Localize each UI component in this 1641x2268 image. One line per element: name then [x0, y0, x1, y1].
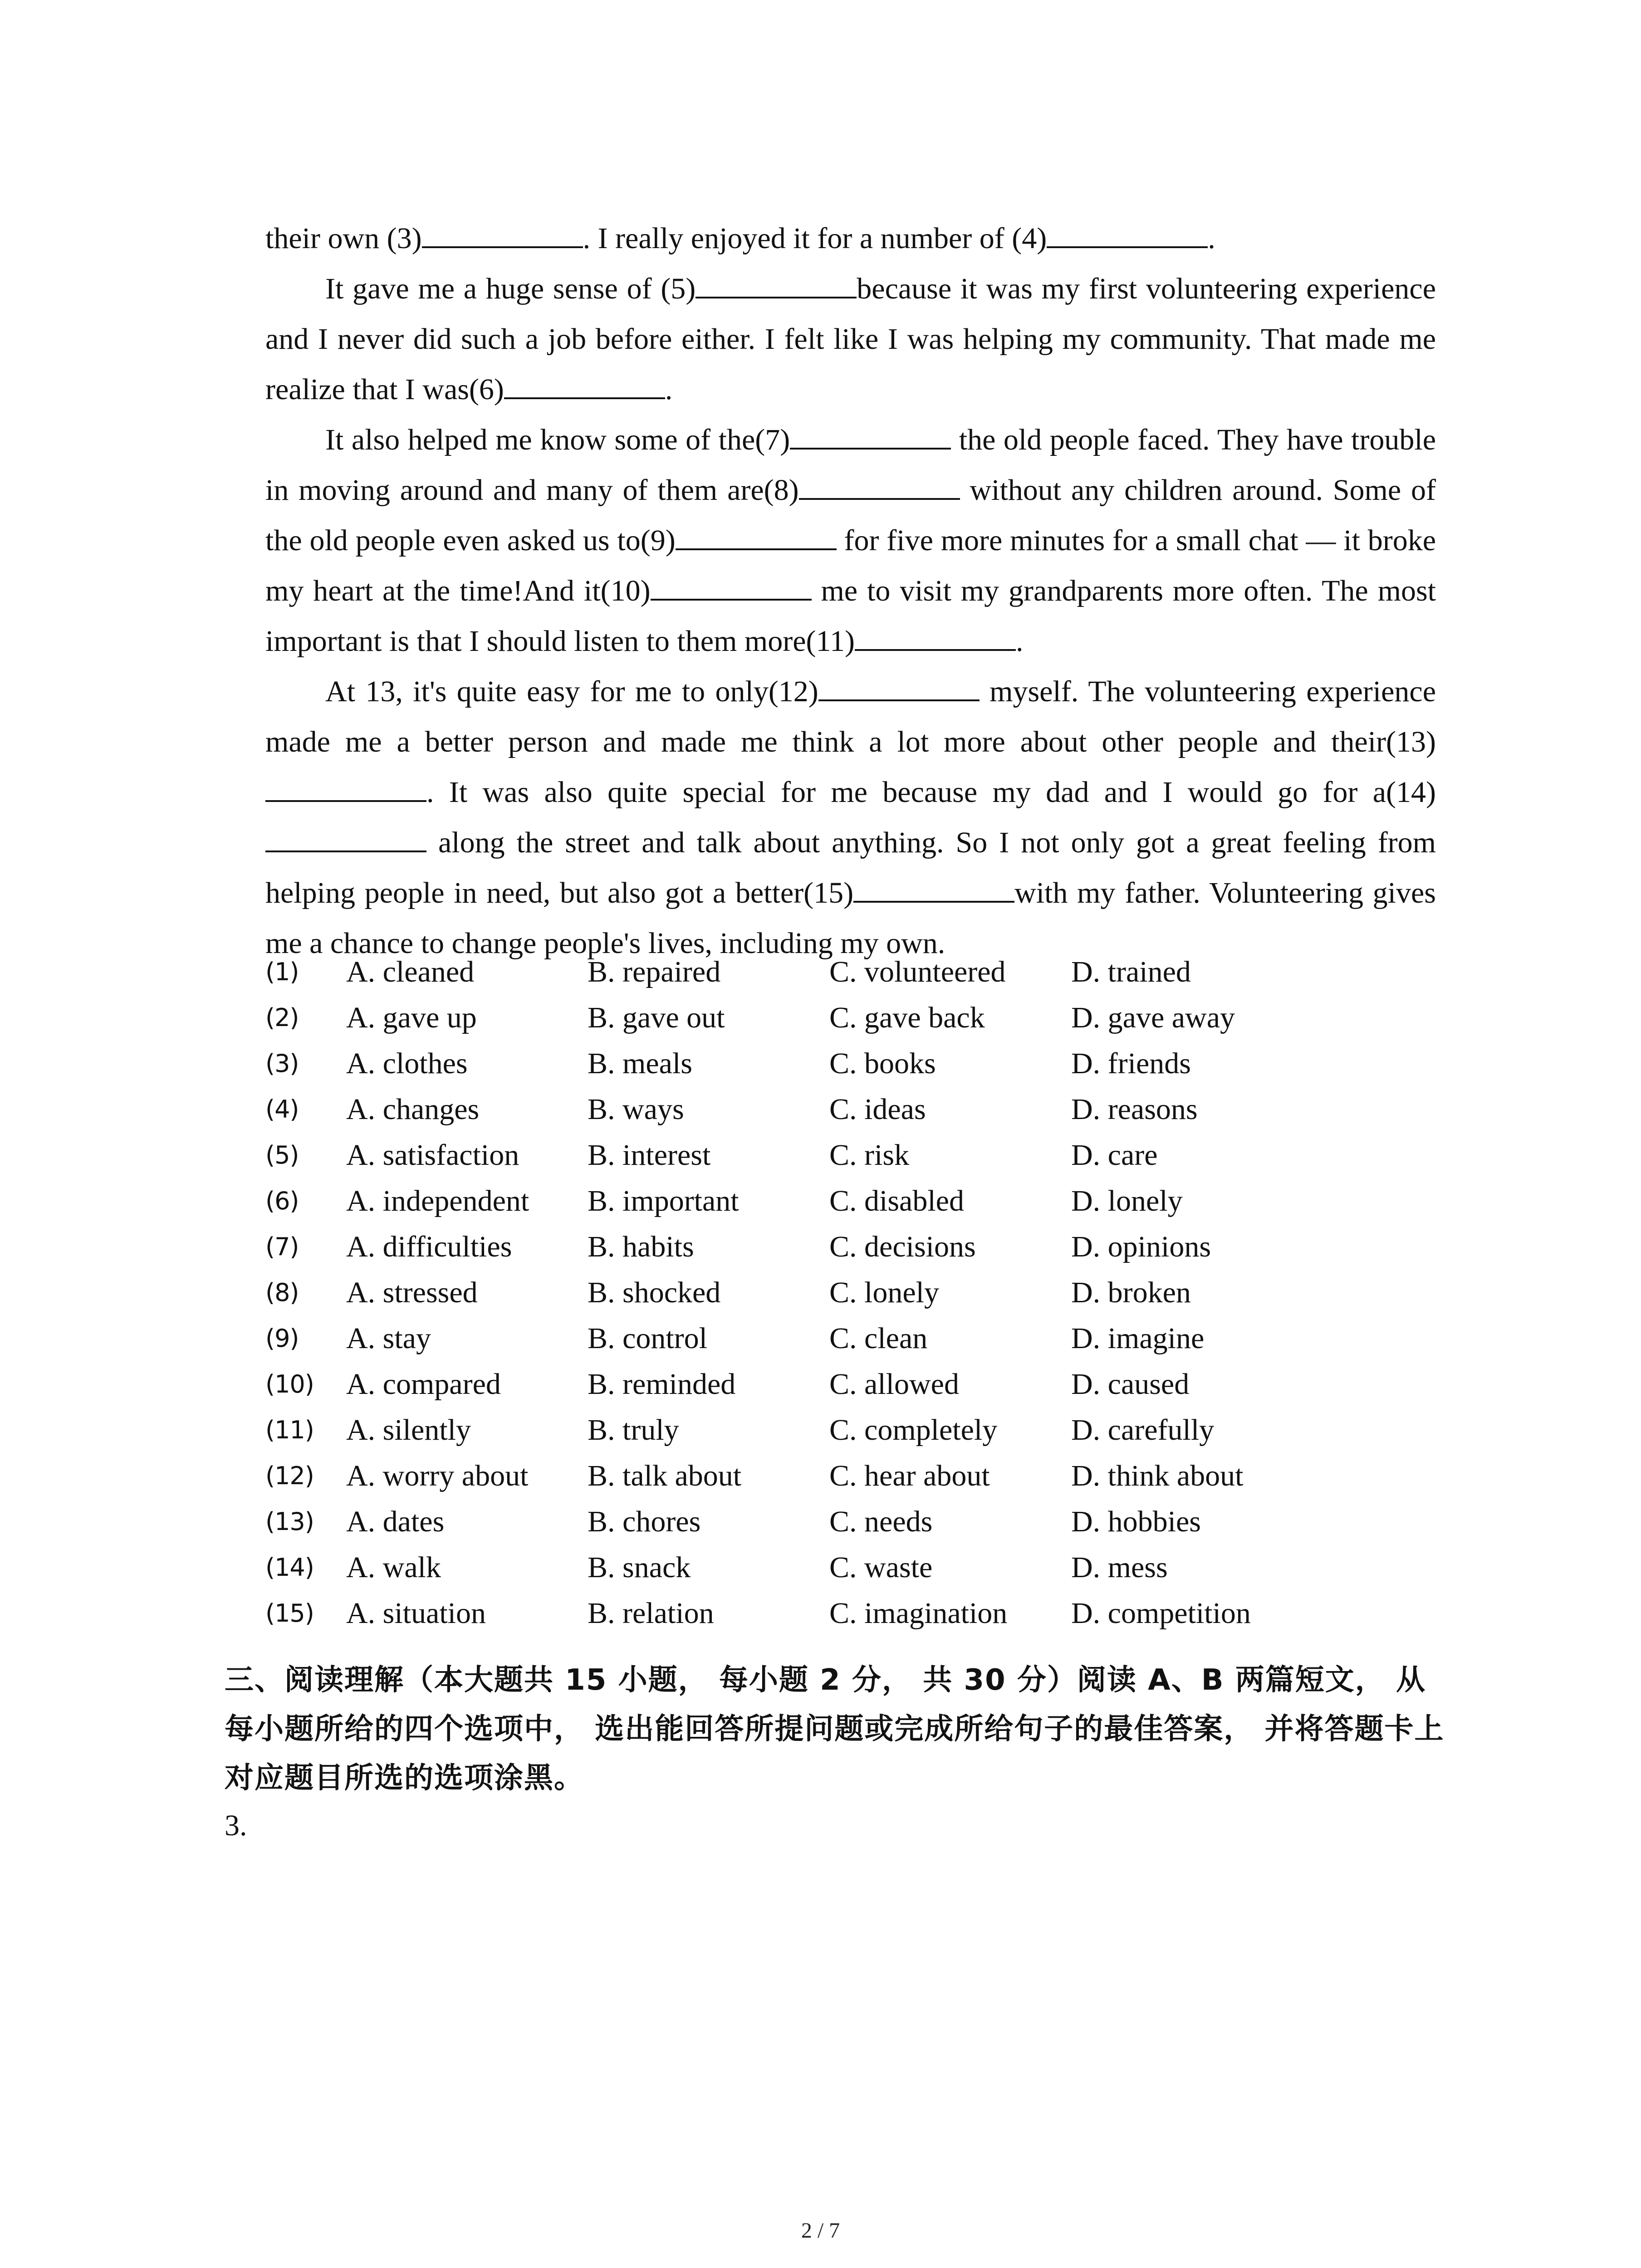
option-b: B. chores [588, 1505, 701, 1538]
answer-blank-8 [799, 471, 960, 500]
option-b: B. ways [588, 1093, 684, 1126]
option-d: D. opinions [1071, 1230, 1211, 1263]
option-b: B. reminded [588, 1368, 736, 1401]
option-b: B. meals [588, 1047, 692, 1080]
passage-paragraph-4 [265, 666, 1436, 968]
option-b: B. relation [588, 1597, 714, 1630]
answer-blank-13 [265, 773, 426, 802]
option-a: A. difficulties [346, 1230, 512, 1263]
passage-text: with my father. Volunteering gives me a chance to change people's lives, including my own. [265, 876, 1436, 960]
option-c: C. imagination [829, 1597, 1008, 1630]
passage-text: It gave me a huge sense of (5) [325, 272, 696, 305]
passage-text: without any children around. Some of the old people even asked us to(9) [265, 474, 1436, 557]
option-d: D. caused [1071, 1368, 1190, 1401]
option-row [265, 995, 1445, 1041]
answer-blank-11 [855, 622, 1016, 651]
option-d: D. friends [1071, 1047, 1191, 1080]
question-number: (3) [265, 1049, 299, 1078]
option-row [265, 1453, 1445, 1499]
question-number: (4) [265, 1095, 299, 1124]
option-c: C. waste [829, 1551, 933, 1584]
answer-blank-9 [676, 521, 837, 550]
option-a: A. clothes [346, 1047, 468, 1080]
option-b: B. interest [588, 1139, 711, 1172]
option-row [265, 1361, 1445, 1407]
passage-text: the old people faced. They have trouble in moving around and many of them are(8) [265, 423, 1436, 507]
answer-blank-14 [265, 823, 426, 852]
question-number: (9) [265, 1324, 299, 1353]
answer-blank-7 [790, 420, 951, 450]
option-c: C. allowed [829, 1368, 959, 1401]
option-row [265, 1315, 1445, 1361]
question-number: (13) [265, 1507, 314, 1536]
option-a: A. gave up [346, 1001, 477, 1034]
option-c: C. decisions [829, 1230, 976, 1263]
question-number-label: 3. [225, 1809, 247, 1842]
option-c: C. disabled [829, 1184, 964, 1217]
passage-text: . [1016, 625, 1024, 658]
passage-text: for five more minutes for a small chat — it broke my heart at the time!And it(10) [265, 524, 1436, 607]
passage-text: . [1208, 222, 1215, 255]
page-number: 2 / 7 [801, 2219, 840, 2243]
option-c: C. risk [829, 1139, 910, 1172]
option-b: B. important [588, 1184, 739, 1217]
question-number: (11) [265, 1416, 314, 1444]
question-number: (2) [265, 1003, 299, 1032]
answer-blank-5 [696, 269, 857, 298]
option-c: C. hear about [829, 1459, 990, 1492]
option-b: B. truly [588, 1413, 679, 1447]
answer-options-list [265, 949, 1445, 1636]
option-d: D. think about [1071, 1459, 1244, 1492]
option-a: A. stay [346, 1322, 431, 1355]
option-a: A. worry about [346, 1459, 529, 1492]
passage-text: . It was also quite special for me because my dad and I would go for a(14) [426, 776, 1436, 809]
passage-paragraph-3 [265, 415, 1436, 666]
option-row [265, 1499, 1445, 1545]
option-row [265, 949, 1445, 995]
option-d: D. competition [1071, 1597, 1251, 1630]
option-row [265, 1086, 1445, 1132]
option-b: B. repaired [588, 955, 721, 988]
option-c: C. clean [829, 1322, 928, 1355]
question-number: (7) [265, 1232, 299, 1261]
answer-blank-15 [853, 874, 1014, 903]
option-row [265, 1545, 1445, 1590]
question-number: (5) [265, 1141, 299, 1169]
question-number: (10) [265, 1370, 314, 1398]
option-a: A. stressed [346, 1276, 478, 1309]
option-d: D. reasons [1071, 1093, 1198, 1126]
question-number: (12) [265, 1461, 314, 1490]
option-c: C. needs [829, 1505, 933, 1538]
passage-text: me to visit my grandparents more often. The most important is that I should listen to them more(11) [265, 574, 1436, 658]
option-row [265, 1041, 1445, 1086]
option-a: A. dates [346, 1505, 445, 1538]
option-c: C. volunteered [829, 955, 1006, 988]
option-d: D. mess [1071, 1551, 1168, 1584]
option-a: A. changes [346, 1093, 480, 1126]
option-d: D. gave away [1071, 1001, 1235, 1034]
question-number: (14) [265, 1553, 314, 1582]
option-a: A. independent [346, 1184, 529, 1217]
option-c: C. completely [829, 1413, 998, 1447]
option-c: C. ideas [829, 1093, 926, 1126]
answer-blank-6 [504, 370, 665, 399]
passage-paragraph-1 [265, 213, 1436, 264]
option-b: B. talk about [588, 1459, 742, 1492]
option-row [265, 1178, 1445, 1224]
option-a: A. silently [346, 1413, 471, 1447]
option-b: B. gave out [588, 1001, 725, 1034]
option-a: A. situation [346, 1597, 486, 1630]
passage-text: myself. The volunteering experience made me a better person and made me think a lot more about other people and their(13) [265, 675, 1436, 758]
passage-text: because it was my first volunteering experience and I never did such a job before either. I felt like I was helping my community. That made me realize that I was(6) [265, 272, 1436, 406]
passage-text: It also helped me know some of the(7) [325, 423, 790, 456]
option-d: D. broken [1071, 1276, 1191, 1309]
option-d: D. imagine [1071, 1322, 1205, 1355]
option-row [265, 1407, 1445, 1453]
option-row [265, 1132, 1445, 1178]
option-a: A. compared [346, 1368, 501, 1401]
passage-text: their own (3) [265, 222, 422, 255]
option-b: B. habits [588, 1230, 694, 1263]
option-b: B. shocked [588, 1276, 721, 1309]
option-a: A. walk [346, 1551, 441, 1584]
passage-text: At 13, it's quite easy for me to only(12) [325, 675, 818, 708]
passage-paragraph-2 [265, 264, 1436, 415]
answer-blank-4 [1047, 219, 1208, 248]
option-b: B. control [588, 1322, 707, 1355]
question-number: (8) [265, 1278, 299, 1307]
answer-blank-3 [422, 219, 583, 248]
question-number: (15) [265, 1599, 314, 1628]
answer-blank-10 [651, 572, 812, 601]
question-number: (1) [265, 958, 299, 986]
option-b: B. snack [588, 1551, 691, 1584]
option-d: D. care [1071, 1139, 1158, 1172]
option-row [265, 1224, 1445, 1270]
option-row [265, 1590, 1445, 1636]
option-a: A. satisfaction [346, 1139, 519, 1172]
option-c: C. gave back [829, 1001, 985, 1034]
option-d: D. trained [1071, 955, 1191, 988]
passage-text: along the street and talk about anything. So I not only got a great feeling from helping people in need, but also got a better(15) [265, 826, 1436, 909]
option-d: D. carefully [1071, 1413, 1215, 1447]
option-d: D. hobbies [1071, 1505, 1201, 1538]
option-c: C. books [829, 1047, 936, 1080]
answer-blank-12 [818, 672, 980, 701]
option-d: D. lonely [1071, 1184, 1183, 1217]
option-c: C. lonely [829, 1276, 939, 1309]
option-a: A. cleaned [346, 955, 475, 988]
question-number: (6) [265, 1187, 299, 1215]
cloze-passage [265, 213, 1436, 968]
passage-text: . I really enjoyed it for a number of (4) [583, 222, 1047, 255]
passage-text: . [665, 373, 673, 406]
option-row [265, 1270, 1445, 1315]
section-heading: 三、阅读理解（本大题共 15 小题， 每小题 2 分， 共 30 分）阅读 A、B 两篇短文， 从每小题所给的四个选项中， 选出能回答所提问题或完成所给句子的最佳答案， 并将答题卡上对应题目所选的选项涂黑。 [225, 1663, 1445, 1795]
